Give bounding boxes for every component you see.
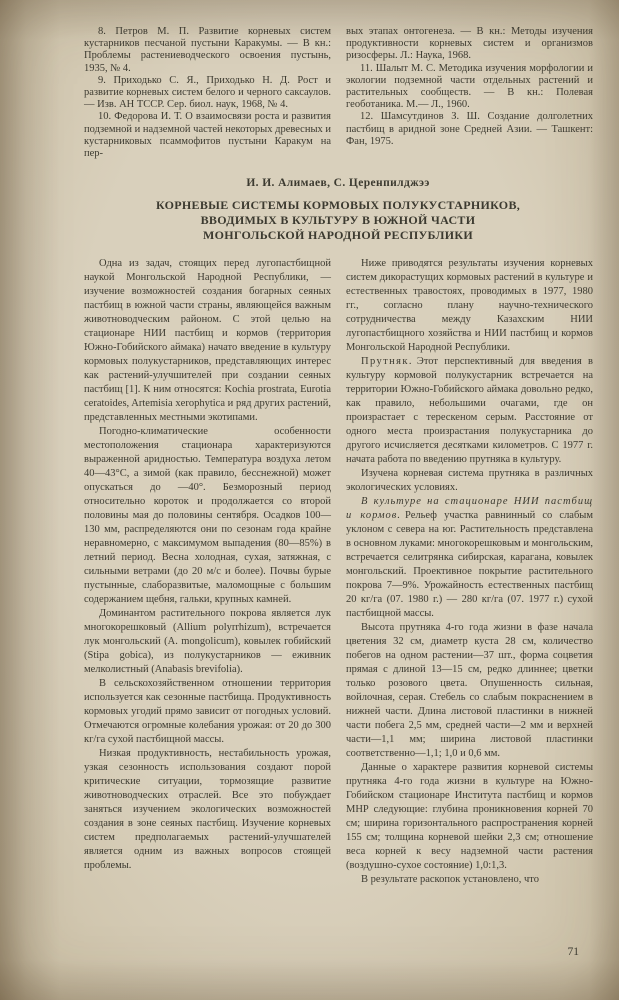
body-paragraph: Ниже приводятся результаты изучения корневых систем дикорастущих кормовых растений в культуре и естественных травостоях, проводимых в 1977, 1980 гг., согласно плану научно-технического сотрудничества между Казахским НИИ лугопастбищного хозяйства и НИИ пастбищ и кормов Монгольской Народной Республики.: [346, 258, 593, 354]
reference-item: 9. Приходько С. Я., Приходько Н. Д. Рост и развитие корневых систем белого и черного саксаулов. — Изв. АН ТССР. Сер. биол. наук, 1968, № 4.: [84, 74, 331, 111]
body-paragraph: Данные о характере развития корневой системы прутняка 4-го года жизни в культуре на Южно-Гобийском стационаре Института пастбищ и кормов МНР следующие: глубина проникновения корней 70 см; ширина горизонтального распространения корней 155 см; толщина корневой шейки 2,3 см; отношение веса корней к весу надземной части растения (воздушно-сухое состояние) 1,0:1,3.: [346, 762, 593, 872]
paragraph-text: Рельеф участка равнинный со слабым уклоном с севера на юг. Растительность представлена в основном луками: многокорешковым и монгольским, встречается селитрянка сибирская, карагана, ковылек монгольский. Проективное покрытие растительного покрова 7—9%. Урожайность естественных пастбищ 20 кг/га (07. 1980 г.) — 280 кг/га (07. 1977 г.) сухой пастбищной массы.: [346, 510, 594, 620]
article-title-line: МОНГОЛЬСКОЙ НАРОДНОЙ РЕСПУБЛИКИ: [202, 228, 474, 243]
body-right-column: [346, 257, 593, 887]
reference-item: 10. Федорова И. Т. О взаимосвязи роста и развития подземной и надземной частей некоторых древесных и кустарниковых псаммофитов пустыни Каракум на пер-: [84, 111, 331, 160]
reference-item: 12. Шамсутдинов З. Ш. Создание долголетних пастбищ в аридной зоне Средней Азии. — Ташкент: Фан, 1975.: [346, 111, 593, 147]
article-title-line: ВВОДИМЫХ В КУЛЬТУРУ В ЮЖНОЙ ЧАСТИ: [200, 213, 476, 228]
page-number: 71: [567, 946, 579, 958]
reference-item: 8. Петров М. П. Развитие корневых систем кустарников песчаной пустыни Каракумы. — В кн.: Проблемы растениеводческого освоения пустынь, 1935, № 4.: [84, 26, 331, 74]
body-paragraph: [346, 495, 593, 621]
reference-item-continuation: вых этапах онтогенеза. — В кн.: Методы изучения продуктивности корневых систем и организмов ризосферы. Л.: Наука, 1968.: [346, 26, 593, 62]
body-left-column: [84, 257, 331, 887]
authors-line: И. И. Алимаев, С. Церенпилджээ: [246, 177, 430, 190]
body-paragraph: Одна из задач, стоящих перед лугопастбищной наукой Монгольской Народной Республики, — изучение возможностей создания богарных сеяных пастбищ в южной части страны, являющейся важным животноводческим районом. С этой целью на стационаре НИИ пастбищ и кормов (территория Южно-Гобийского аймака) начато введение в культуру кормовых полукустарников, представляющих интерес как растений-улучшителей при создании сеяных пастбищ [1]. К ним относятся: Kochia prostrata, Eurotia ceratoides, Artemisia xerophytica и ряд других растений, представленных местными экотипами.: [84, 258, 331, 424]
references-section: [84, 26, 592, 160]
body-paragraph: Низкая продуктивность, нестабильность урожая, узкая сезонность использования создают порой критические ситуации, тормозящие развитие животноводческих отраслей. Все это побуждает заняться изучением экологических возможностей создания в зоне сеяных пастбищ. Изучение корневых систем предполагаемых растений-улучшателей является одним из важных вопросов стоящей проблемы.: [84, 748, 331, 872]
body-paragraph: Доминантом растительного покрова является лук многокорешковый (Allium polyrrhizum), встречается лук монгольский (A. mongolicum), ковылек гобийский (Stipa gobica), из полукустарников — еживник мелколистный (Anabasis brevifolia).: [84, 608, 331, 676]
article-title-line: КОРНЕВЫЕ СИСТЕМЫ КОРМОВЫХ ПОЛУКУСТАРНИКОВ,: [155, 198, 521, 213]
reference-item: 11. Шалыт М. С. Методика изучения морфологии и экологии подземной части отдельных растений и растительных сообществ. — В кн.: Полевая геоботаника. М.— Л., 1960.: [346, 62, 593, 111]
article-title: [84, 198, 592, 243]
body-paragraph: Погодно-климатические особенности местоположения стационара характеризуются выраженной аридностью. Температура воздуха летом 40—43°С, а зимой (как правило, бесснежной) может опускаться до —40°. Безморозный период относительно короток и продолжается со второй половины мая до половины сентября. Осадков 100—130 мм, распределяются они по сезонам года крайне неравномерно, с максимумом выпадения (80—85%) в летний период. Весна холодная, сухая, затяжная, с сильными ветрами (до 20 м/с и более). Почвы бурые пустынные, слаборазвитые, маломощные с большим содержанием щебня, гальки, крупных камней.: [84, 426, 331, 606]
paragraph-text: Этот перспективный для введения в культуру кормовой полукустарник встречается на территории Южно-Гобийского аймака довольно редко, как правило, небольшими очагами, где он произрастает с терескеном серым. Расстояние от одного места произрастания полукустарника до другого исчисляется десятками километров. С 1977 г. начата работа по введению прутняка в культуру.: [346, 356, 593, 466]
paragraph-lead-emphasis: Прутняк.: [361, 356, 413, 368]
references-left-column: [84, 26, 331, 160]
body-paragraph: Изучена корневая система прутняка в различных экологических условиях.: [346, 468, 593, 494]
body-paragraph: Высота прутняка 4-го года жизни в фазе начала цветения 32 см, диаметр куста 28 см, количество побегов на одном растении—37 шт., форма соцветия прямая с длиной 13—15 см, редко длиннее; цветки только розового цвета. Опушенность сильная, войлочная, серая. Стебель со слабым покраснением в нижней части. Длина листовой пластинки в нижней части побега 2,5 мм, средней части—2 мм и верхней части—1,1 мм; ширина листовой пластинки соответственно—1,1; 1,0 и 0,6 мм.: [346, 622, 593, 760]
page-content: [84, 26, 592, 887]
references-right-column: [346, 26, 593, 160]
article-body: [84, 257, 592, 887]
body-paragraph: В результате раскопок установлено, что: [361, 874, 539, 886]
body-paragraph: [346, 355, 593, 467]
body-paragraph: В сельскохозяйственном отношении территория используется как сезонные пастбища. Продуктивность кормовых угодий прямо зависит от погодных условий. Отмечаются огромные колебания урожая: от 20 до 300 кг/га сухой пастбищной массы.: [84, 678, 331, 746]
paragraph-lead-emphasis: В культуре на стационаре НИИ пастбищ и кормов.: [346, 496, 593, 522]
